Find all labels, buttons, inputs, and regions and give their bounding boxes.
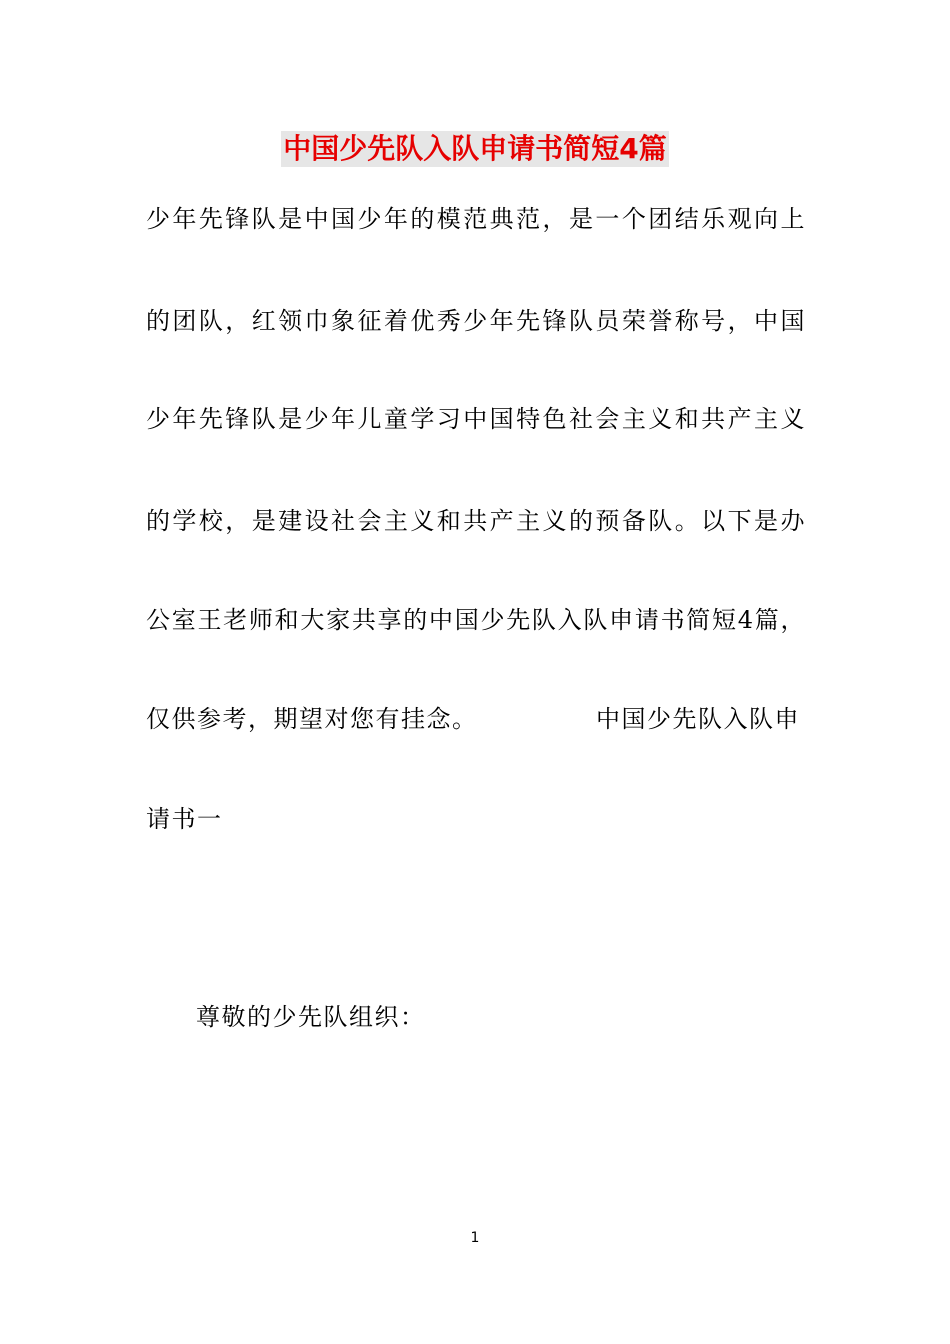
body-line-1: 少年先锋队是中国少年的模范典范，是一个团结乐观向上 [146,205,806,233]
body-line-4: 的学校，是建设社会主义和共产主义的预备队。以下是办 [146,507,806,535]
body-line-5: 公室王老师和大家共享的中国少先队入队申请书简短4篇， [146,606,806,634]
title-wrapper [0,131,950,167]
salutation: 尊敬的少先队组织： [196,1003,426,1031]
body-line-7: 请书一 [146,805,223,833]
body-line-6: 仅供参考，期望对您有挂念。 [146,705,478,733]
inline-heading-part: 中国少先队入队申 [596,705,800,733]
page-number: 1 [470,1230,480,1246]
document-title: 中国少先队入队申请书简短4篇 [283,132,667,165]
body-line-3: 少年先锋队是少年儿童学习中国特色社会主义和共产主义 [146,405,806,433]
body-line-2: 的团队，红领巾象征着优秀少年先锋队员荣誉称号，中国 [146,307,806,335]
